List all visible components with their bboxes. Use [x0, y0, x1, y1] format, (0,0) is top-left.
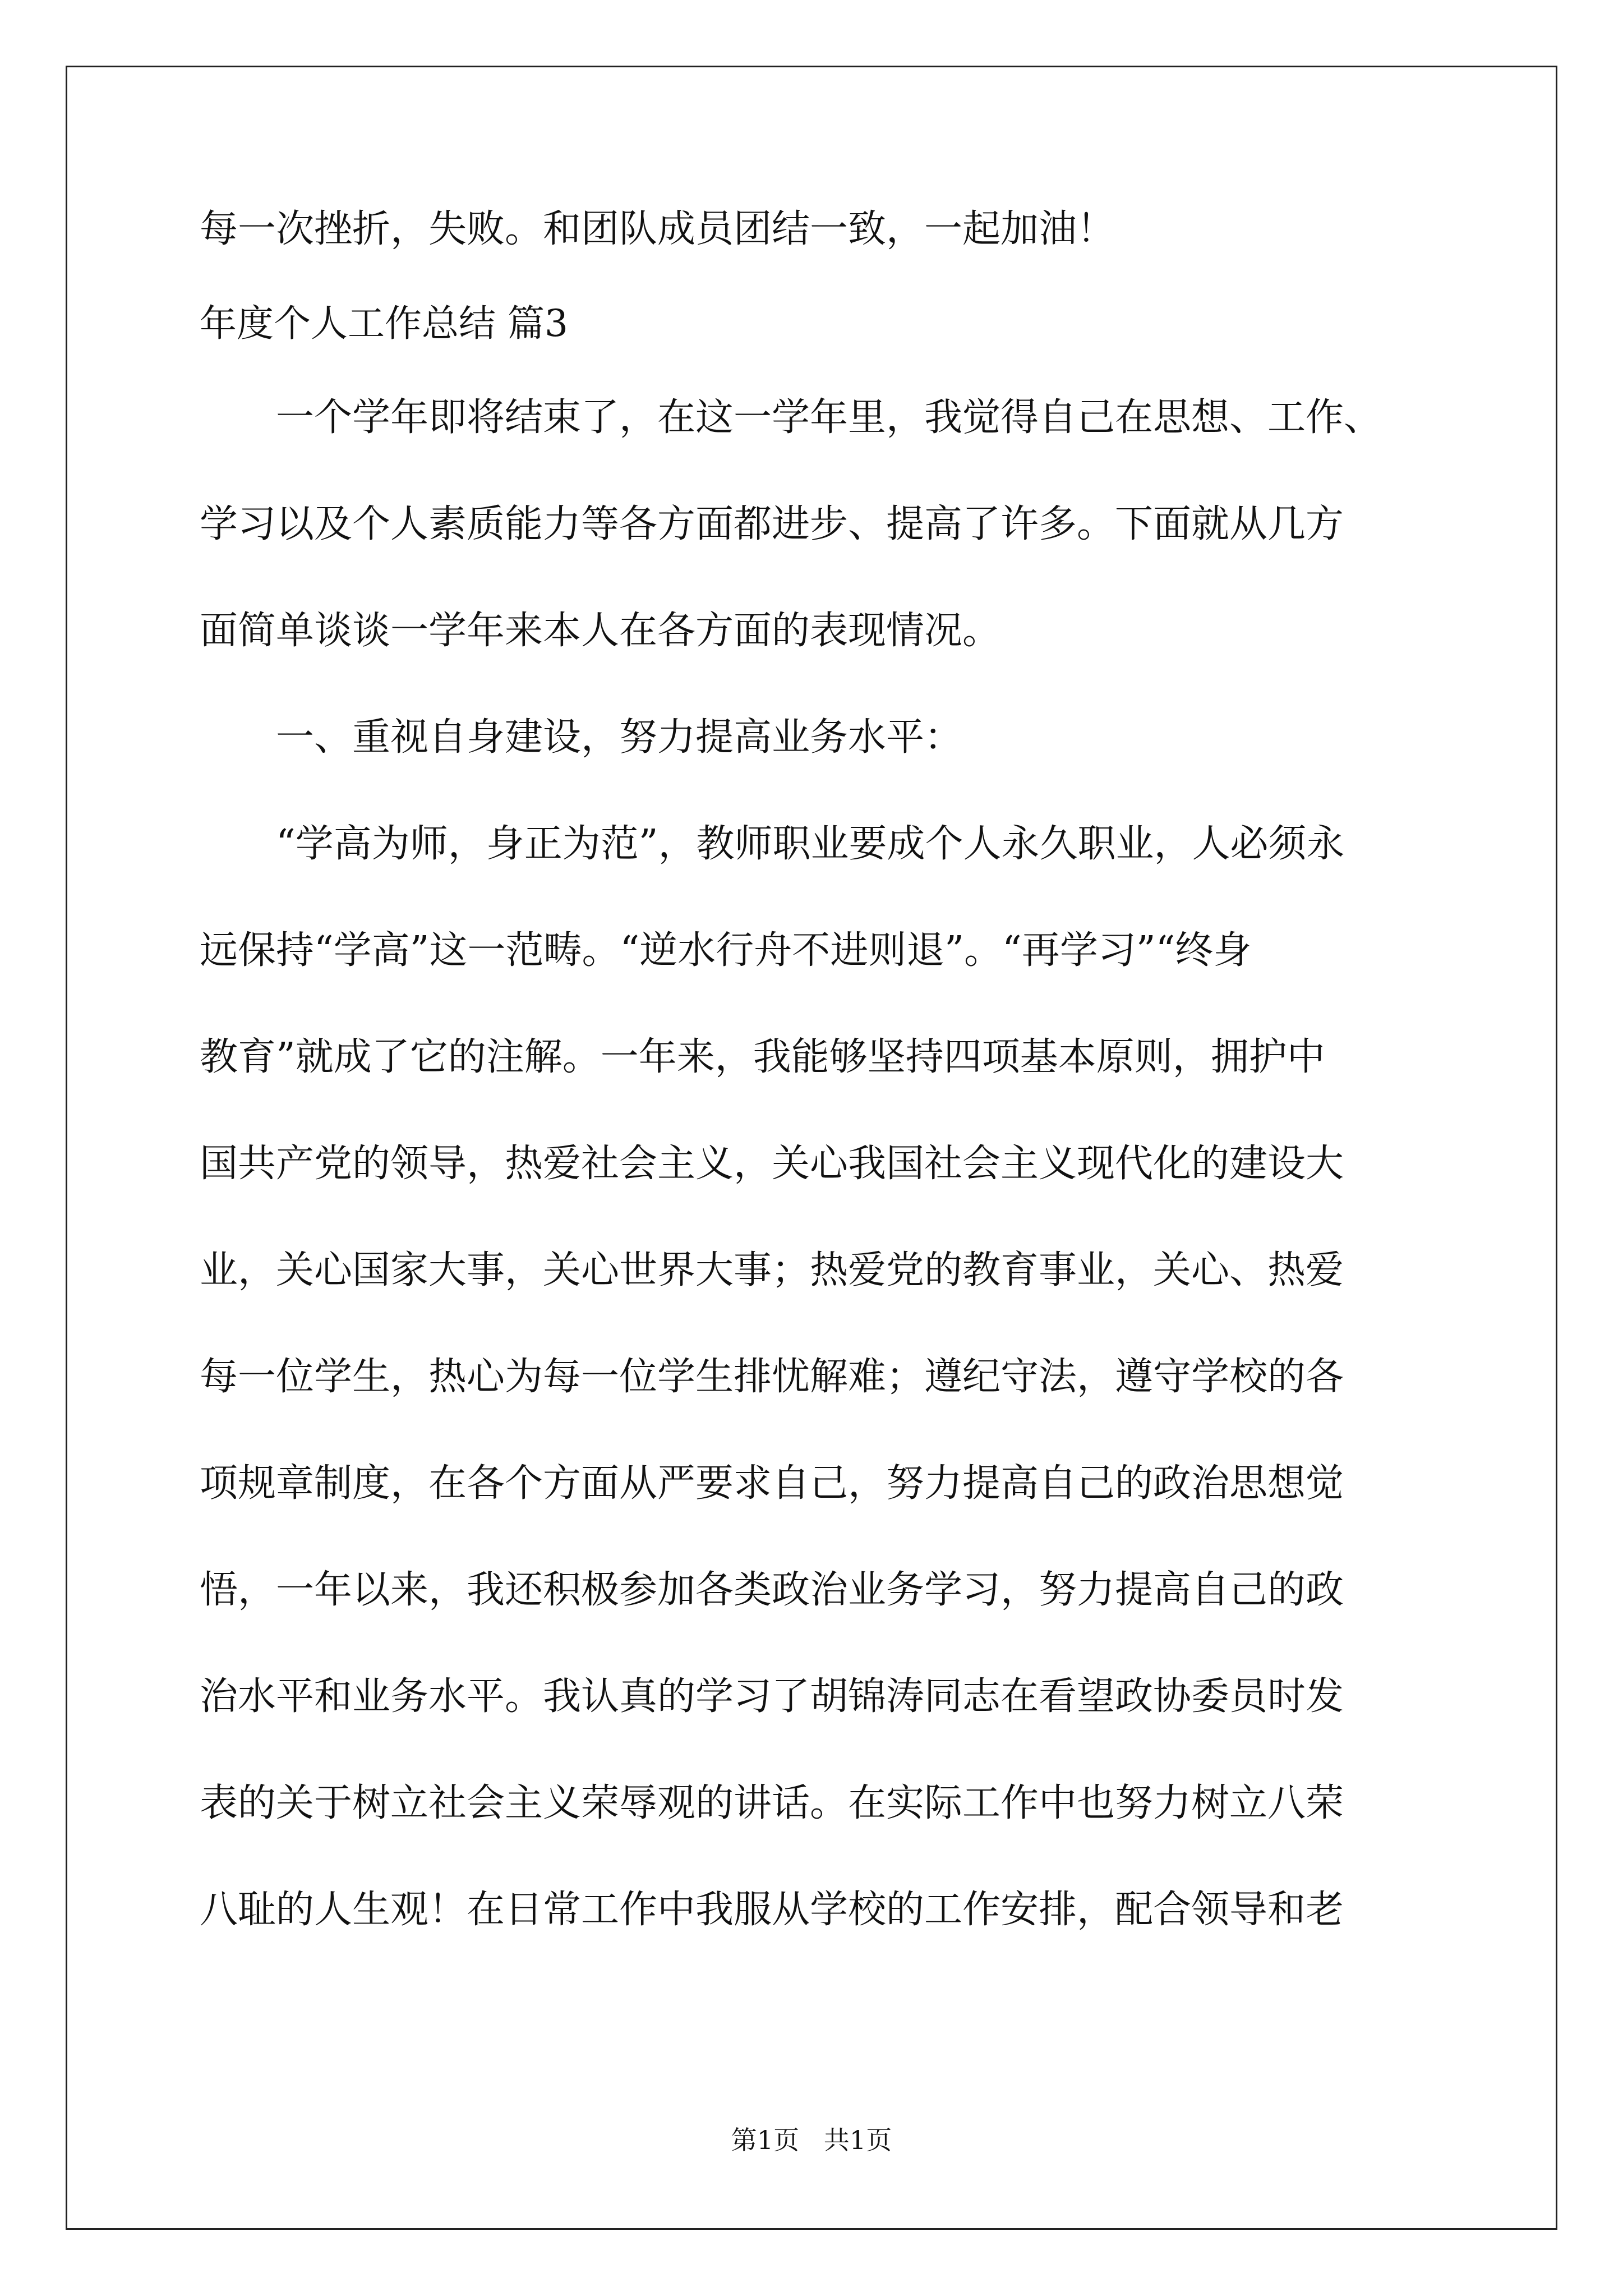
- text-line: 悟，一年以来，我还积极参加各类政治业务学习，努力提高自己的政: [200, 1568, 1344, 1612]
- subheading: 一、重视自身建设，努力提高业务水平：: [276, 715, 963, 760]
- paragraph-start: “学高为师，身正为范”，教师职业要成个人永久职业，人必须永: [276, 822, 1345, 866]
- text-line: 每一次挫折，失败。和团队成员团结一致，一起加油！: [200, 207, 1115, 251]
- text-line: 学习以及个人素质能力等各方面都进步、提高了许多。下面就从几方: [200, 502, 1344, 546]
- page-footer: 第1页 共1页: [731, 2125, 892, 2155]
- text-line: 远保持“学高”这一范畴。“逆水行舟不进则退”。“再学习”“终身: [200, 928, 1252, 973]
- document-body: [200, 207, 1428, 1932]
- text-line: 教育”就成了它的注解。一年来，我能够坚持四项基本原则，拥护中: [200, 1035, 1325, 1079]
- text-line: 业，关心国家大事，关心世界大事；热爱党的教育事业，关心、热爱: [200, 1248, 1344, 1292]
- text-line: 面简单谈谈一学年来本人在各方面的表现情况。: [200, 609, 1001, 653]
- text-line: 治水平和业务水平。我认真的学习了胡锦涛同志在看望政协委员时发: [200, 1674, 1344, 1719]
- text-line: 每一位学生，热心为每一位学生排忧解难；遵纪守法，遵守学校的各: [200, 1355, 1344, 1399]
- paragraph-start: 一个学年即将结束了，在这一学年里，我觉得自己在思想、工作、: [276, 395, 1382, 440]
- text-line: 国共产党的领导，热爱社会主义，关心我国社会主义现代化的建设大: [200, 1142, 1344, 1186]
- section-heading: 年度个人工作总结 篇3: [200, 302, 568, 345]
- text-line: 表的关于树立社会主义荣辱观的讲话。在实际工作中也努力树立八荣: [200, 1781, 1344, 1825]
- text-line: 项规章制度，在各个方面从严要求自己，努力提高自己的政治思想觉: [200, 1461, 1344, 1506]
- text-line: 八耻的人生观！在日常工作中我服从学校的工作安排，配合领导和老: [200, 1888, 1344, 1932]
